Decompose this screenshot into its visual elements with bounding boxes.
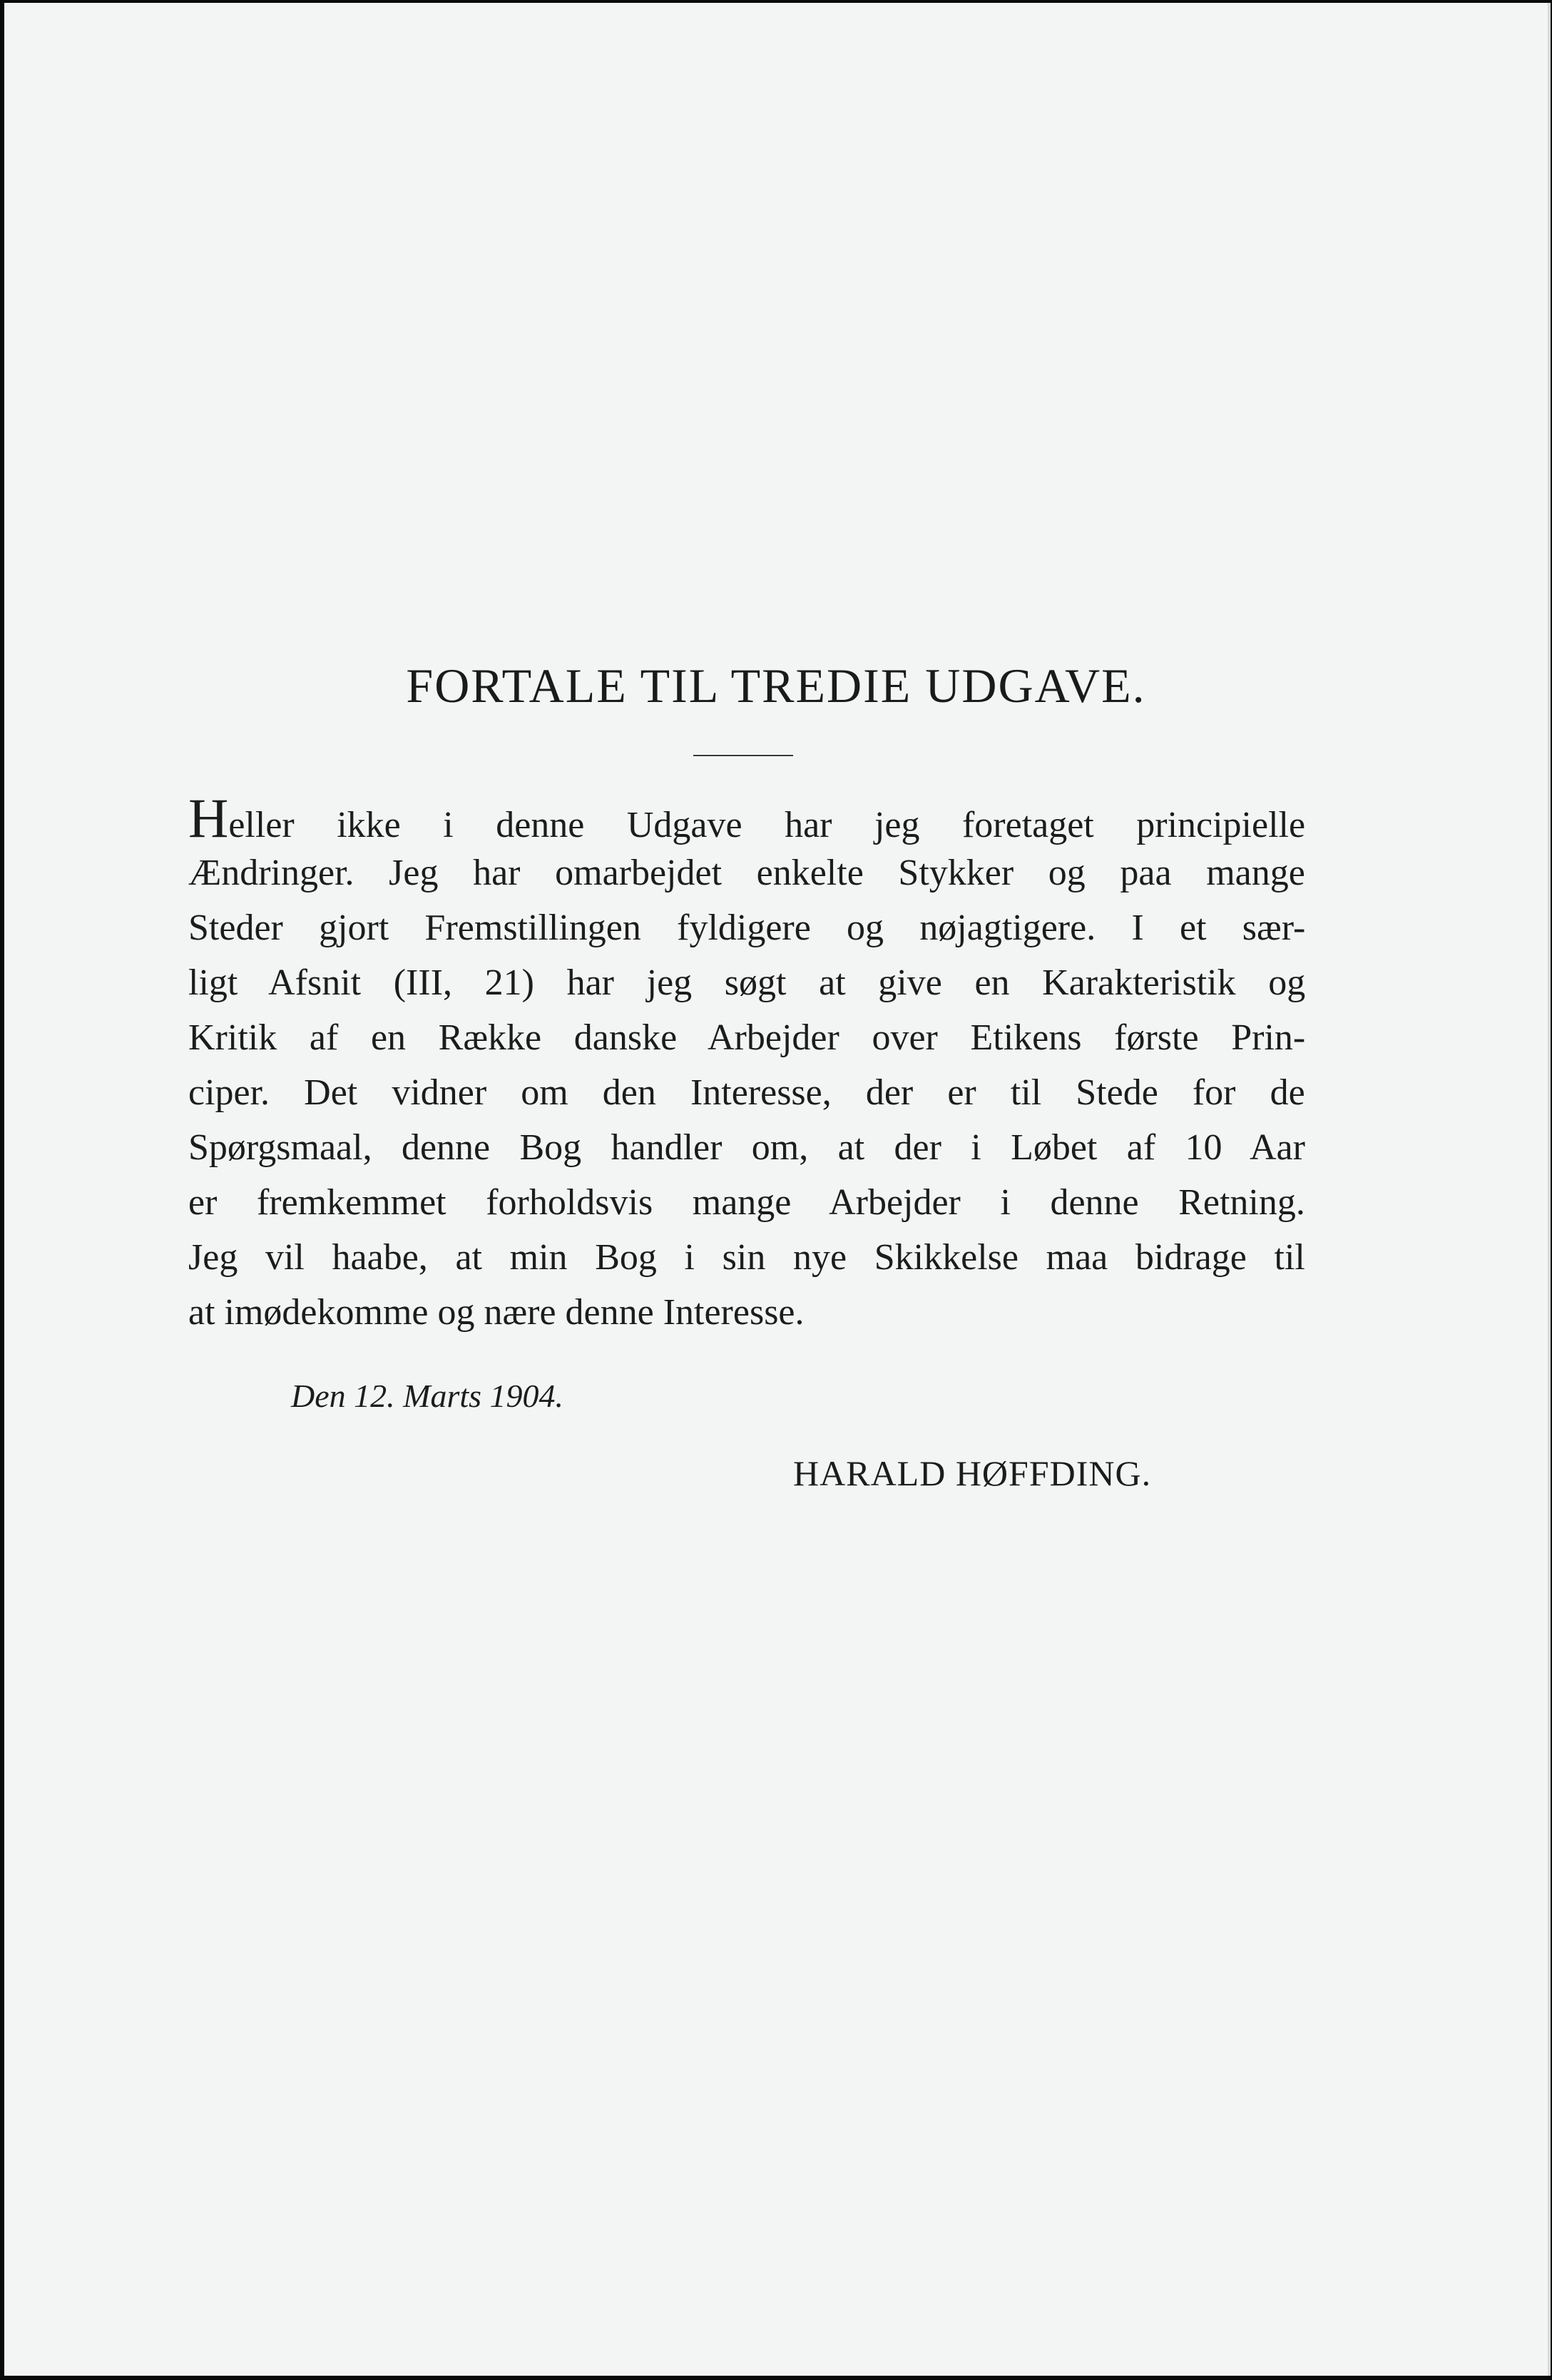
text-line-content: ligt Afsnit (III, 21) har jeg søgt at give en Karakteristik og bbox=[188, 962, 1306, 1003]
text-line bbox=[188, 900, 1305, 955]
text-line-content: ciper. Det vidner om den Interesse, der er til Stede for de bbox=[188, 1072, 1305, 1113]
text-line-content: Jeg vil haabe, at min Bog i sin nye Skikkelse maa bidrage til bbox=[188, 1237, 1305, 1278]
text-line bbox=[188, 1230, 1305, 1285]
text-line-content: er fremkemmet forholdsvis mange Arbejder i denne Retning. bbox=[188, 1182, 1305, 1223]
text-line bbox=[188, 1010, 1305, 1065]
page-title: FORTALE TIL TREDIE UDGAVE. bbox=[406, 658, 1146, 713]
text-line-content: Ændringer. Jeg har omarbejdet enkelte Stykker og paa mange bbox=[188, 853, 1305, 893]
text-line bbox=[188, 845, 1305, 900]
text-line bbox=[188, 1285, 1305, 1340]
text-line-content: Spørgsmaal, denne Bog handler om, at der i Løbet af 10 Aar bbox=[188, 1127, 1305, 1168]
text-line bbox=[188, 1175, 1305, 1230]
text-line-content: Steder gjort Fremstillingen fyldigere og nøjagtigere. I et sær- bbox=[188, 907, 1306, 948]
text-line bbox=[188, 955, 1305, 1010]
text-line bbox=[188, 1120, 1305, 1175]
text-line-content: Kritik af en Række danske Arbejder over Etikens første Prin- bbox=[188, 1017, 1306, 1058]
date-line: Den 12. Marts 1904. bbox=[291, 1378, 564, 1414]
text-line-content: eller ikke i denne Udgave har jeg foretaget principielle bbox=[228, 805, 1306, 845]
text-line-content: at imødekomme og nære denne Interesse. bbox=[188, 1292, 805, 1333]
text-line bbox=[188, 1065, 1305, 1120]
text-line bbox=[188, 787, 1306, 849]
author-signature: HARALD HØFFDING. bbox=[793, 1453, 1152, 1493]
drop-cap: H bbox=[188, 787, 229, 849]
title-divider bbox=[693, 755, 793, 756]
preface-body bbox=[188, 787, 1306, 1340]
